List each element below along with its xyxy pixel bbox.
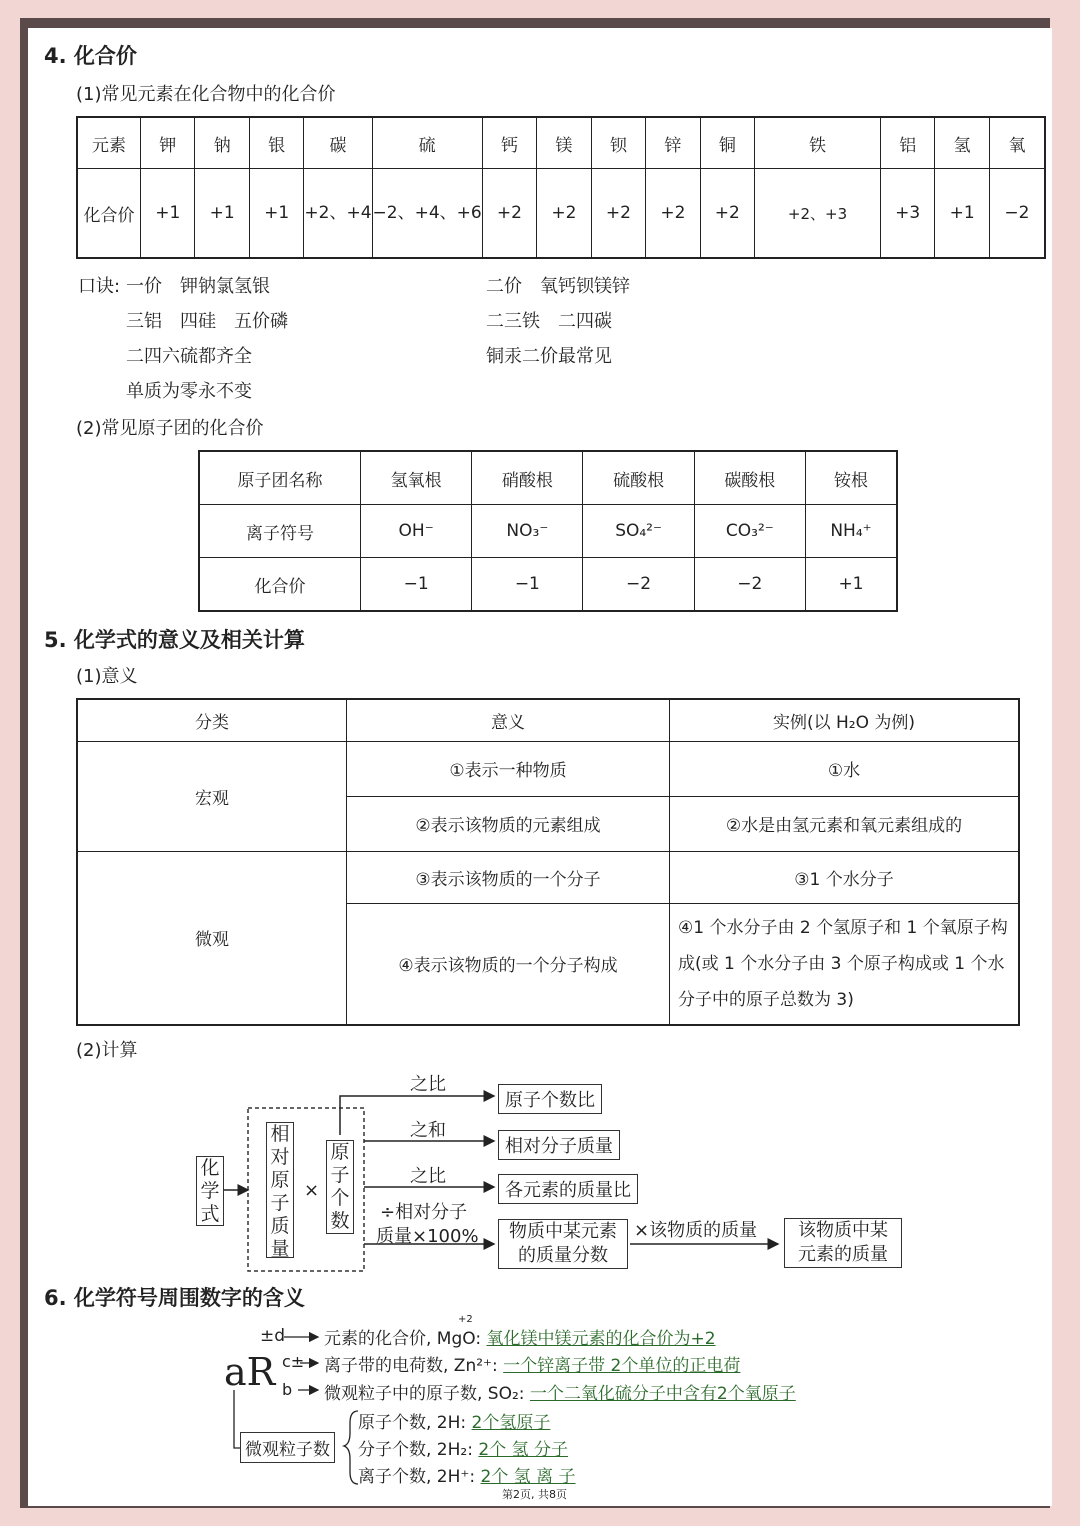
relative-atomic-mass-box: 相对原子质量: [266, 1122, 294, 1258]
arrow-label: 之比: [410, 1074, 446, 1095]
mnemonic-line: 二价 氧钙钡镁锌: [486, 276, 630, 297]
table-cell: SO₄²⁻: [583, 505, 694, 558]
table-cell: 氧: [989, 117, 1045, 169]
table-cell: 钾: [141, 117, 195, 169]
table-cell: ①水: [670, 741, 1020, 796]
table-cell: −2、+4、+6: [372, 169, 482, 259]
table-cell: 镁: [537, 117, 591, 169]
table-cell: 硫: [372, 117, 482, 169]
table-cell: +1: [935, 169, 989, 259]
table-row-label: 原子团名称: [199, 451, 361, 505]
table-cell: CO₃²⁻: [694, 505, 805, 558]
table-cell: 铵根: [805, 451, 897, 505]
table-cell: 银: [249, 117, 303, 169]
table-cell: NO₃⁻: [472, 505, 583, 558]
count-note: 2个氢原子: [471, 1413, 551, 1433]
section-5-title: 5. 化学式的意义及相关计算: [44, 628, 305, 652]
table-cell: +2: [700, 169, 754, 259]
table-cell: −2: [694, 558, 805, 612]
section-5-sub2: (2)计算: [76, 1040, 138, 1061]
table-cell: −2: [989, 169, 1045, 259]
count-text: 原子个数, 2H:: [358, 1413, 467, 1433]
mass-fraction-line: 物质中某元素: [509, 1221, 617, 1242]
element-mass-line: 元素的质量: [798, 1244, 888, 1265]
table-cell: +3: [880, 169, 934, 259]
table-cell: 钙: [482, 117, 536, 169]
table-cell: ④1 个水分子由 2 个氢原子和 1 个氧原子构成(或 1 个水分子由 3 个原子构成或 1 个水分子中的原子总数为 3): [670, 903, 1020, 1025]
page-footer: 第2页, 共8页: [502, 1488, 567, 1501]
table-cell: ①表示一种物质: [347, 741, 670, 796]
table-cell: 钡: [591, 117, 645, 169]
table-cell: +2: [646, 169, 700, 259]
table-header-element: 元素: [77, 117, 141, 169]
meaning-note: 一个二氧化硫分子中含有2个氧原子: [529, 1384, 796, 1404]
table-cell: 硝酸根: [472, 451, 583, 505]
section-4-title: 4. 化合价: [44, 44, 137, 68]
table-cell: +2、+4: [304, 169, 372, 259]
meaning-text: 离子带的电荷数, Zn²⁺:: [324, 1356, 498, 1376]
meaning-text: 元素的化合价, MgO:: [324, 1329, 482, 1349]
result-box: 原子个数比: [498, 1084, 602, 1114]
times-mass-label: ×该物质的质量: [634, 1220, 758, 1241]
mnemonic-line: 二三铁 二四碳: [486, 311, 612, 332]
divide-label: 质量×100%: [376, 1226, 479, 1247]
table-cell: 钠: [195, 117, 249, 169]
mass-fraction-line: 的质量分数: [518, 1245, 608, 1266]
table-cell: +1: [805, 558, 897, 612]
mnemonic-line: 二四六硫都齐全: [126, 346, 252, 367]
count-line-1: [358, 1408, 550, 1433]
mnemonic-line: 单质为零永不变: [126, 381, 252, 402]
atom-count-box: 原子个数: [326, 1140, 354, 1234]
macro-label: 宏观: [77, 741, 347, 851]
table-cell: 氢: [935, 117, 989, 169]
arrow-label: 之比: [410, 1166, 446, 1187]
symbol-c: c±: [282, 1352, 305, 1371]
count-line-3: [358, 1462, 576, 1487]
table-row-label: 离子符号: [199, 505, 361, 558]
table-header: 分类: [77, 699, 347, 741]
table-cell: 氢氧根: [361, 451, 472, 505]
mass-fraction-box: [498, 1219, 628, 1269]
table-cell: ②表示该物质的元素组成: [347, 796, 670, 851]
count-text: 分子个数, 2H₂:: [358, 1440, 473, 1460]
mnemonic-label: 口诀:: [78, 276, 121, 297]
chemical-formula-box: 化学式: [196, 1156, 224, 1226]
document-page: [28, 28, 1052, 1506]
section-5-sub1: (1)意义: [76, 666, 138, 687]
symbol-d: ±d: [260, 1326, 286, 1346]
symbol-b: b: [282, 1380, 293, 1399]
meaning-line-2: [324, 1351, 740, 1376]
table-cell: ③表示该物质的一个分子: [347, 851, 670, 903]
element-mass-line: 该物质中某: [798, 1220, 888, 1241]
arrow-label: 之和: [410, 1120, 446, 1141]
meaning-note: 一个锌离子带 2个单位的正电荷: [503, 1356, 741, 1376]
mnemonic-line: 铜汞二价最常见: [486, 346, 612, 367]
meaning-line-1: [324, 1324, 716, 1349]
table-cell: +1: [141, 169, 195, 259]
count-note: 2个 氢 分子: [478, 1440, 568, 1460]
divide-label: ÷相对分子: [380, 1202, 468, 1223]
section-4-sub1: (1)常见元素在化合物中的化合价: [76, 84, 336, 105]
table-cell: 铜: [700, 117, 754, 169]
table-row-label: 化合价: [199, 558, 361, 612]
times-sign: ×: [304, 1180, 320, 1201]
mgo-superscript: +2: [458, 1314, 473, 1325]
micro-particle-box: 微观粒子数: [240, 1432, 335, 1463]
meaning-note: 氧化镁中镁元素的化合价为+2: [486, 1329, 716, 1349]
mnemonic-line: 三铝 四硅 五价磷: [126, 311, 288, 332]
section-4-sub2: (2)常见原子团的化合价: [76, 418, 264, 439]
table-cell: ③1 个水分子: [670, 851, 1020, 903]
count-text: 离子个数, 2H⁺:: [358, 1467, 476, 1487]
table-cell: +2: [537, 169, 591, 259]
micro-label: 微观: [77, 851, 347, 1025]
table-cell: +1: [249, 169, 303, 259]
table-cell: OH⁻: [361, 505, 472, 558]
meaning-text: 微观粒子中的原子数, SO₂:: [324, 1384, 525, 1404]
symbol-aR: aR: [224, 1350, 276, 1394]
result-box: 相对分子质量: [498, 1130, 620, 1160]
table-cell: 硫酸根: [583, 451, 694, 505]
table-cell: +2: [591, 169, 645, 259]
count-line-2: [358, 1435, 568, 1460]
table-cell: 碳酸根: [694, 451, 805, 505]
table-cell: ②水是由氢元素和氧元素组成的: [670, 796, 1020, 851]
table-cell: +2、+3: [755, 169, 881, 259]
table-cell: 锌: [646, 117, 700, 169]
meaning-line-3: [324, 1379, 796, 1404]
table-cell: ④表示该物质的一个分子构成: [347, 903, 670, 1025]
element-mass-box: [784, 1218, 902, 1268]
table-cell: −1: [472, 558, 583, 612]
table-cell: 铁: [755, 117, 881, 169]
table-cell: 铝: [880, 117, 934, 169]
table-cell: +1: [195, 169, 249, 259]
table-cell: −1: [361, 558, 472, 612]
count-note: 2个 氢 离 子: [480, 1467, 576, 1487]
table-header: 意义: [347, 699, 670, 741]
table-cell: +2: [482, 169, 536, 259]
table-cell: NH₄⁺: [805, 505, 897, 558]
section-6-title: 6. 化学符号周围数字的含义: [44, 1286, 305, 1310]
table-cell: −2: [583, 558, 694, 612]
mnemonic-line: 一价 钾钠氯氢银: [126, 276, 270, 297]
result-box: 各元素的质量比: [498, 1174, 638, 1204]
table-row-label: 化合价: [77, 169, 141, 259]
table-header: 实例(以 H₂O 为例): [670, 699, 1020, 741]
table-cell: 碳: [304, 117, 372, 169]
